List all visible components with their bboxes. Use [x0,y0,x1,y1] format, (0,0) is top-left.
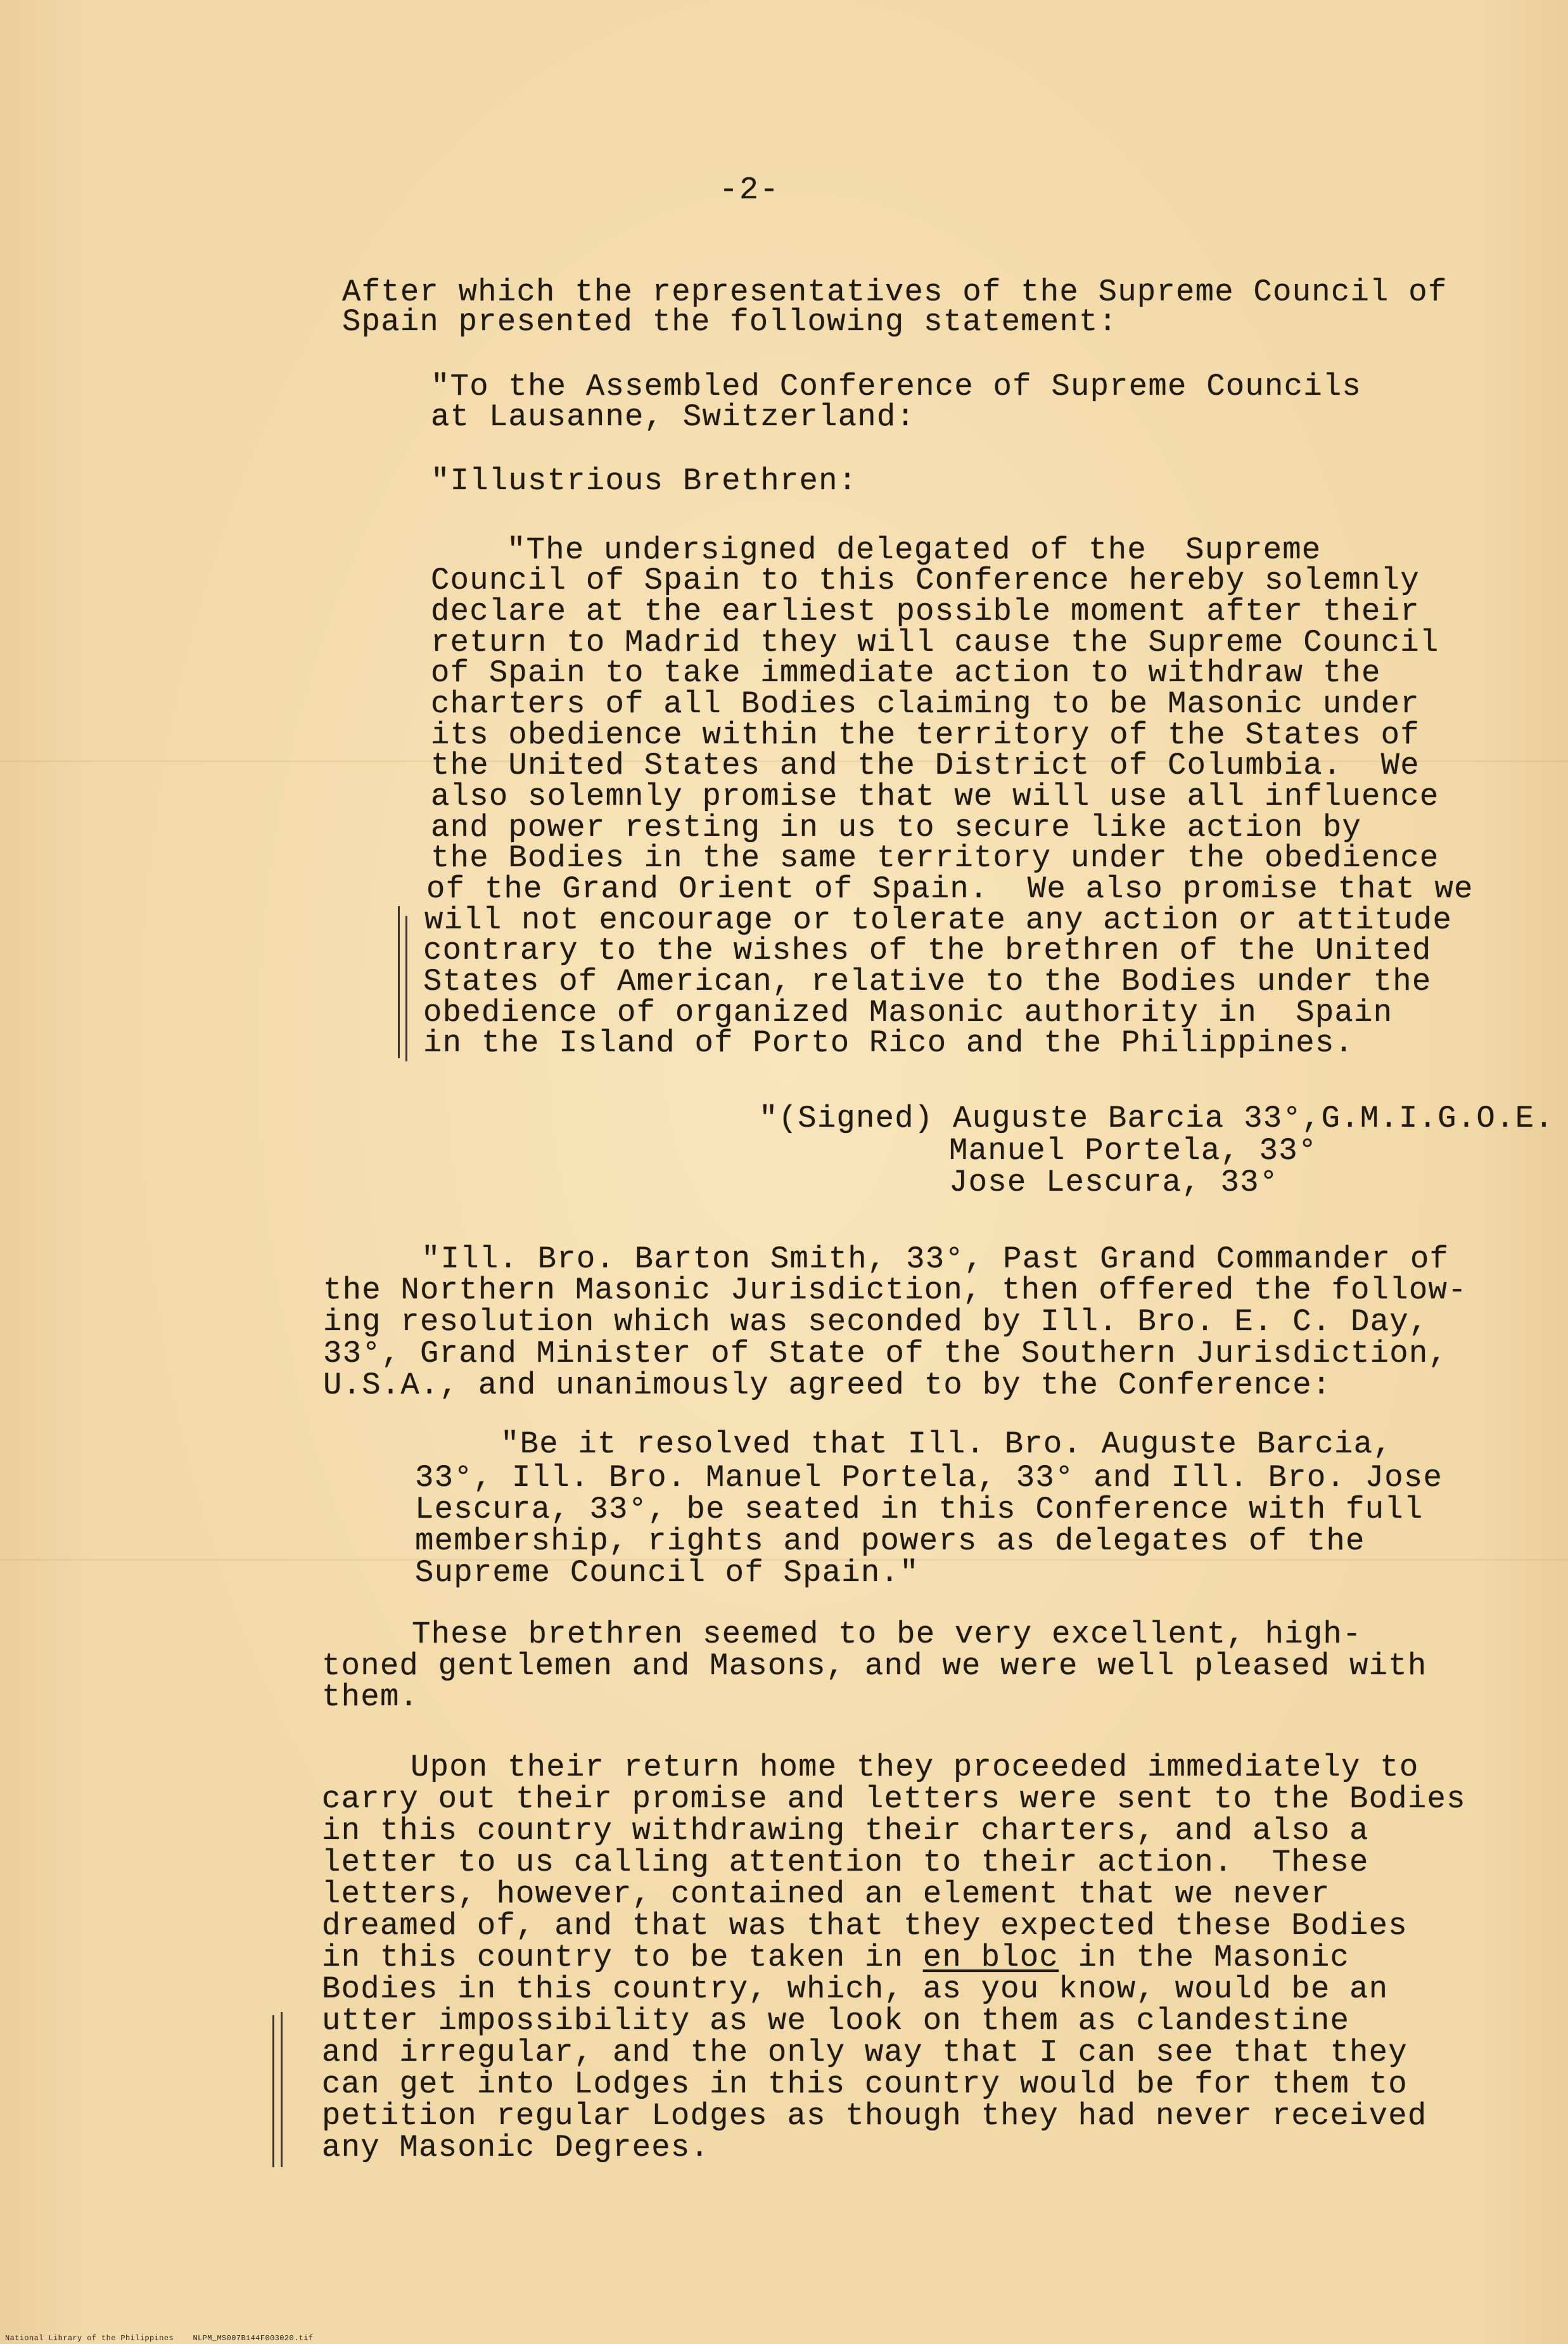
text-line: any Masonic Degrees. [322,2130,710,2165]
text-line: 33°, Grand Minister of State of the Southern Jurisdiction, [323,1336,1448,1371]
text-line: contrary to the wishes of the brethren of the United [423,933,1432,968]
text-line: the Bodies in the same territory under the obedience [431,840,1439,876]
text-line: 33°, Ill. Bro. Manuel Portela, 33° and Ill. Bro. Jose [415,1460,1443,1495]
text-line: its obedience within the territory of the States of [431,717,1420,753]
signature-line: Jose Lescura, 33° [949,1165,1279,1200]
text-line: utter impossibility as we look on them as clandestine [322,2003,1350,2039]
margin-mark [398,906,400,1058]
text-line: After which the representatives of the Supreme Council of [342,274,1448,310]
text-line: membership, rights and powers as delegates of the [415,1523,1365,1559]
archive-footer: National Library of the Philippines NLPM_MS007B144F003020.tif [5,2334,314,2343]
text-line: Bodies in this country, which, as you know, would be an [322,1971,1389,2007]
text-line: carry out their promise and letters were sent to the Bodies [322,1781,1466,1817]
text-line: toned gentlemen and Masons, and we were well pleased with [322,1648,1427,1684]
text-line: the United States and the District of Columbia. We [431,748,1420,783]
margin-mark [272,2015,274,2167]
text-line: of the Grand Orient of Spain. We also promise that we [426,871,1474,907]
underlined-phrase: en bloc [922,1940,1059,1975]
text-line: of Spain to take immediate action to withdraw the [431,655,1381,691]
text-line: ing resolution which was seconded by Ill. Bro. E. C. Day, [323,1304,1429,1340]
text-segment: in the Masonic [1058,1940,1350,1975]
signature-line: "(Signed) Auguste Barcia 33°,G.M.I.G.O.E. [759,1101,1554,1136]
text-line: return to Madrid they will cause the Supreme Council [431,625,1439,660]
text-line: petition regular Lodges as though they had never received [322,2098,1427,2134]
margin-mark [405,916,407,1061]
text-line: "To the Assembled Conference of Supreme Councils [431,369,1362,404]
text-line: and power resting in us to secure like action by [431,810,1362,845]
text-line: dreamed of, and that was that they expected these Bodies [322,1908,1408,1944]
text-line: These brethren seemed to be very excellent, high- [412,1617,1362,1652]
margin-mark [281,2012,283,2167]
text-segment: in this country to be taken in [322,1940,923,1975]
text-line: in this country withdrawing their charters, and also a [322,1813,1369,1848]
text-line: Council of Spain to this Conference hereby solemnly [431,563,1420,598]
text-line: letters, however, contained an element that we never [322,1876,1330,1912]
text-line: will not encourage or tolerate any action or attitude [424,902,1453,938]
text-line: "The undersigned delegated of the Supreme [507,532,1322,568]
text-line: in the Island of Porto Rico and the Philippines. [423,1025,1354,1061]
text-line: obedience of organized Masonic authority in Spain [423,995,1393,1030]
text-line: them. [322,1679,419,1715]
text-line: Lescura, 33°, be seated in this Conference with full [415,1492,1424,1527]
page-number: -2- [719,172,781,208]
text-line: also solemnly promise that we will use all influence [431,779,1439,814]
salutation: "Illustrious Brethren: [431,463,858,499]
signature-line: Manuel Portela, 33° [949,1133,1318,1169]
text-line: at Lausanne, Switzerland: [431,399,916,435]
text-line: declare at the earliest possible moment after their [431,594,1420,629]
text-line: "Be it resolved that Ill. Bro. Auguste Barcia, [500,1426,1393,1462]
text-line: can get into Lodges in this country would be for them to [322,2066,1408,2102]
text-line: Supreme Council of Spain." [415,1555,919,1591]
text-line: "Ill. Bro. Barton Smith, 33°, Past Grand Commander of [421,1241,1450,1277]
text-line: U.S.A., and unanimously agreed to by the Conference: [323,1367,1332,1403]
text-line: charters of all Bodies claiming to be Masonic under [431,686,1420,722]
text-line-en-bloc [322,1942,1349,1973]
text-line: States of American, relative to the Bodies under the [423,964,1432,999]
text-line: Upon their return home they proceeded immediately to [411,1750,1419,1785]
text-line: the Northern Masonic Jurisdiction, then offered the follow- [323,1272,1467,1308]
text-line: letter to us calling attention to their action. These [322,1845,1369,1880]
text-line: Spain presented the following statement: [342,304,1118,340]
text-line: and irregular, and the only way that I can see that they [322,2035,1408,2070]
